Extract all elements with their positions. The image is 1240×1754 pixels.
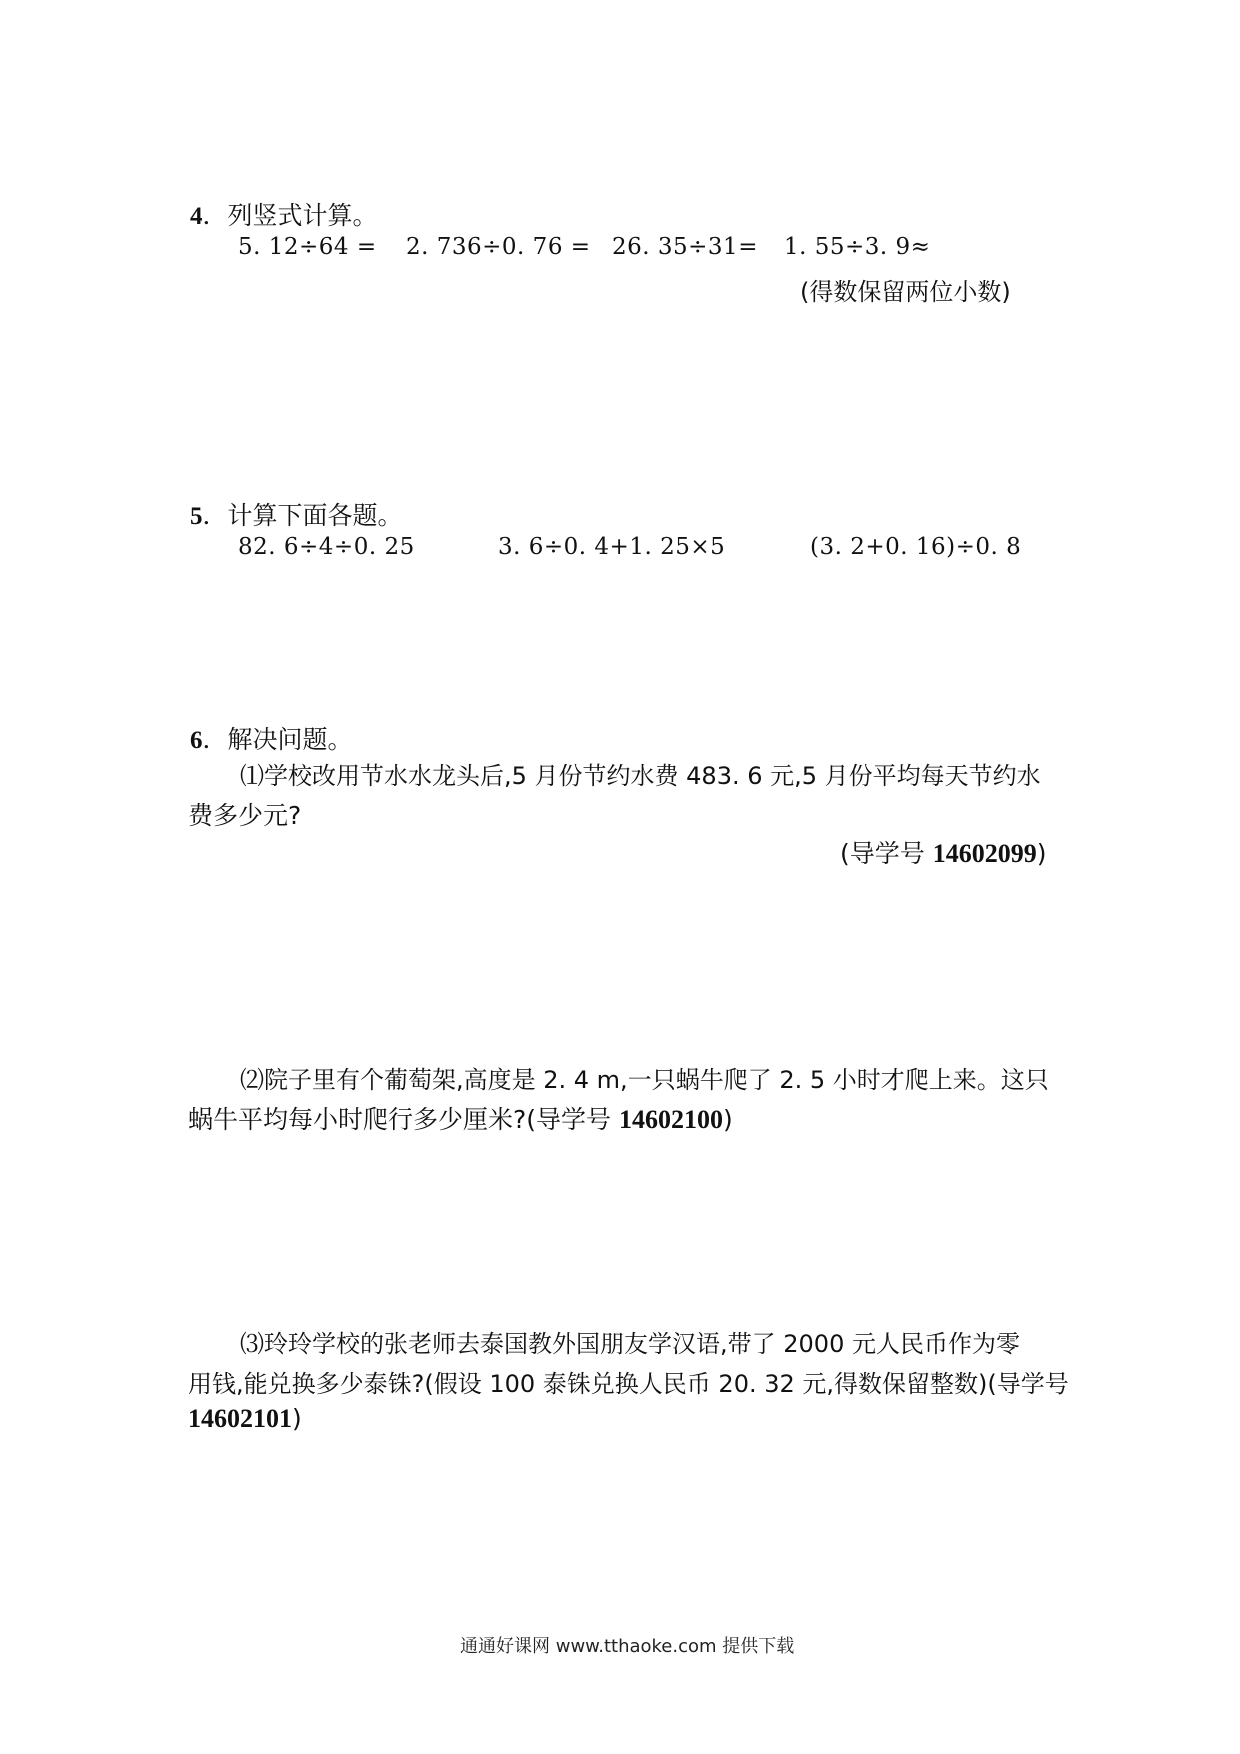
expression-5-2: 3. 6÷0. 4+1. 25×5 [498, 534, 726, 560]
problem-3-line-2: 用钱,能兑换多少泰铢?(假设 100 泰铢兑换人民币 20. 32 元,得数保留整数)(导学号 [188, 1370, 1069, 1398]
page-footer: 通通好课网 www.tthaoke.com 提供下载 [460, 1636, 795, 1657]
problem-3-ref-suffix: ) [292, 1404, 302, 1433]
problem-2-ref-suffix: ) [722, 1105, 733, 1134]
section-4-title: ．列竖式计算。 [202, 201, 378, 230]
section-6-title: ．解决问题。 [202, 725, 353, 754]
problem-2-line-1: ⑵院子里有个葡萄架,高度是 2. 4 m,一只蜗牛爬了 2. 5 小时才爬上来。这只 [240, 1066, 1049, 1094]
problem-3-ref-number: 14602101 [188, 1404, 292, 1433]
section-6-number: 6 [190, 727, 203, 754]
rounding-note: (得数保留两位小数) [800, 278, 1011, 306]
problem-3-reference [188, 1404, 302, 1434]
section-5-title: ．计算下面各题。 [202, 501, 403, 530]
section-5-number: 5 [190, 503, 203, 530]
problem-2-line-2 [188, 1100, 733, 1136]
expression-4-4: 1. 55÷3. 9≈ [784, 234, 931, 260]
problem-1-ref-suffix: ) [1036, 839, 1047, 868]
section-4-heading [190, 196, 378, 232]
section-4-number: 4 [190, 203, 203, 230]
problem-1-ref-prefix: (导学号 [840, 839, 933, 868]
problem-3-line-1: ⑶玲玲学校的张老师去泰国教外国朋友学汉语,带了 2000 元人民币作为零 [240, 1330, 1020, 1358]
problem-2-ref-number: 14602100 [618, 1105, 723, 1134]
expression-4-1: 5. 12÷64 = [238, 234, 377, 260]
problem-1-reference [840, 834, 1046, 870]
problem-1-line-1: ⑴学校改用节水水龙头后,5 月份节约水费 483. 6 元,5 月份平均每天节约水 [240, 762, 1041, 790]
expression-5-1: 82. 6÷4÷0. 25 [238, 534, 415, 560]
expression-4-2: 2. 736÷0. 76 = [406, 234, 591, 260]
expression-5-3: (3. 2+0. 16)÷0. 8 [810, 534, 1022, 560]
section-5-heading [190, 496, 403, 532]
expression-4-3: 26. 35÷31= [612, 234, 758, 260]
problem-1-line-2: 费多少元? [188, 801, 302, 830]
problem-2-line-2-text: 蜗牛平均每小时爬行多少厘米?(导学号 [188, 1105, 619, 1134]
problem-1-ref-number: 14602099 [932, 839, 1037, 868]
section-6-heading [190, 720, 353, 756]
